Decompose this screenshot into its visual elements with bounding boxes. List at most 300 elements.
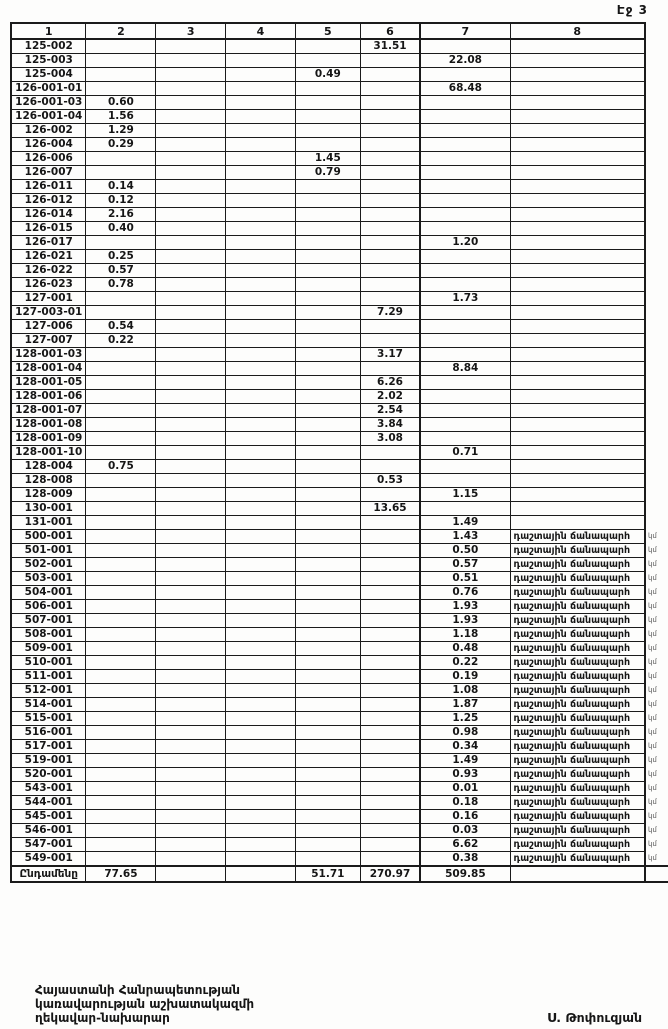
header-cell: 5	[295, 23, 360, 39]
road-note-cell	[510, 292, 645, 306]
value-cell	[420, 432, 510, 446]
table-row	[11, 530, 668, 544]
value-cell	[295, 586, 360, 600]
road-note-cell	[510, 376, 645, 390]
value-cell	[226, 236, 296, 250]
row-code-cell: 126-012	[11, 194, 86, 208]
value-cell: 0.22	[86, 334, 156, 348]
value-cell	[295, 334, 360, 348]
value-cell	[86, 712, 156, 726]
table-row	[11, 278, 668, 292]
value-cell	[156, 572, 226, 586]
value-cell	[420, 152, 510, 166]
value-cell	[226, 404, 296, 418]
value-cell	[226, 474, 296, 488]
value-cell	[360, 838, 420, 852]
road-note-cell: դաշտային ճանապարհ	[510, 628, 645, 642]
road-note-cell: դաշտային ճանապարհ	[510, 614, 645, 628]
value-cell	[86, 502, 156, 516]
value-cell	[420, 110, 510, 124]
value-cell	[156, 334, 226, 348]
value-cell: 0.12	[86, 194, 156, 208]
road-note-cell: դաշտային ճանապարհ	[510, 642, 645, 656]
table-row	[11, 152, 668, 166]
value-cell	[295, 180, 360, 194]
value-cell: 22.08	[420, 54, 510, 68]
table-row	[11, 488, 668, 502]
table-row	[11, 768, 668, 782]
road-note-cell	[510, 68, 645, 82]
row-code-cell: 126-001-04	[11, 110, 86, 124]
table-row	[11, 376, 668, 390]
value-cell	[420, 502, 510, 516]
value-cell	[226, 572, 296, 586]
unit-margin-note	[645, 488, 668, 502]
value-cell: 0.03	[420, 824, 510, 838]
row-code-cell: 128-001-07	[11, 404, 86, 418]
unit-margin-note	[645, 418, 668, 432]
value-cell	[295, 306, 360, 320]
value-cell	[360, 642, 420, 656]
value-cell	[420, 222, 510, 236]
value-cell	[360, 278, 420, 292]
value-cell: 0.38	[420, 852, 510, 867]
value-cell: 1.49	[420, 754, 510, 768]
value-cell	[360, 712, 420, 726]
value-cell	[295, 698, 360, 712]
row-code-cell: 126-002	[11, 124, 86, 138]
road-note-cell	[510, 488, 645, 502]
value-cell	[420, 208, 510, 222]
value-cell	[360, 166, 420, 180]
road-note-cell	[510, 124, 645, 138]
table-row	[11, 796, 668, 810]
signature: Ս. Թոփուզյան	[547, 1010, 642, 1025]
value-cell	[156, 96, 226, 110]
header-cell: 8	[510, 23, 645, 39]
table-row	[11, 68, 668, 82]
value-cell	[226, 684, 296, 698]
value-cell	[360, 600, 420, 614]
value-cell	[156, 740, 226, 754]
value-cell	[295, 684, 360, 698]
value-cell	[295, 488, 360, 502]
unit-margin-note	[645, 516, 668, 530]
value-cell: 0.98	[420, 726, 510, 740]
value-cell	[226, 642, 296, 656]
value-cell	[156, 852, 226, 867]
row-code-cell: 126-004	[11, 138, 86, 152]
value-cell	[156, 628, 226, 642]
table-row	[11, 362, 668, 376]
road-note-cell	[510, 474, 645, 488]
value-cell	[156, 642, 226, 656]
value-cell	[360, 446, 420, 460]
value-cell	[226, 726, 296, 740]
value-cell: 0.34	[420, 740, 510, 754]
value-cell: 0.53	[360, 474, 420, 488]
value-cell	[420, 264, 510, 278]
value-cell	[86, 796, 156, 810]
table-row	[11, 782, 668, 796]
value-cell	[86, 488, 156, 502]
value-cell	[226, 82, 296, 96]
road-note-cell	[510, 418, 645, 432]
value-cell: 1.73	[420, 292, 510, 306]
table-row	[11, 208, 668, 222]
unit-margin-note	[645, 320, 668, 334]
value-cell	[226, 754, 296, 768]
value-cell	[420, 250, 510, 264]
value-cell	[226, 110, 296, 124]
value-cell	[156, 82, 226, 96]
road-note-cell	[510, 446, 645, 460]
road-note-cell	[510, 320, 645, 334]
value-cell: 3.84	[360, 418, 420, 432]
value-cell	[226, 334, 296, 348]
value-cell	[86, 306, 156, 320]
value-cell	[360, 572, 420, 586]
value-cell	[86, 614, 156, 628]
value-cell	[295, 810, 360, 824]
unit-margin-note	[645, 82, 668, 96]
value-cell	[226, 320, 296, 334]
value-cell	[360, 516, 420, 530]
row-code-cell: 126-015	[11, 222, 86, 236]
value-cell	[86, 684, 156, 698]
value-cell	[226, 68, 296, 82]
road-note-cell	[510, 180, 645, 194]
value-cell	[360, 460, 420, 474]
value-cell	[156, 68, 226, 82]
total-label-cell: Ընդամենը	[11, 866, 86, 882]
road-note-cell: դաշտային ճանապարհ	[510, 754, 645, 768]
value-cell: 31.51	[360, 39, 420, 54]
row-code-cell: 545-001	[11, 810, 86, 824]
road-note-cell: դաշտային ճանապարհ	[510, 656, 645, 670]
value-cell: 8.84	[420, 362, 510, 376]
value-cell: 0.71	[420, 446, 510, 460]
unit-margin-note	[645, 404, 668, 418]
road-note-cell	[510, 390, 645, 404]
total-value-cell: 51.71	[295, 866, 360, 882]
value-cell	[360, 726, 420, 740]
table-row	[11, 502, 668, 516]
table-row	[11, 320, 668, 334]
row-code-cell: 511-001	[11, 670, 86, 684]
value-cell: 1.87	[420, 698, 510, 712]
road-note-cell	[510, 166, 645, 180]
value-cell	[420, 376, 510, 390]
unit-margin-note	[645, 432, 668, 446]
road-note-cell	[510, 278, 645, 292]
value-cell: 0.93	[420, 768, 510, 782]
road-note-cell: դաշտային ճանապարհ	[510, 824, 645, 838]
value-cell	[420, 320, 510, 334]
table-row	[11, 264, 668, 278]
header-cell: 3	[156, 23, 226, 39]
unit-margin-note: կմ	[647, 588, 657, 596]
unit-margin-note: կմ	[647, 853, 657, 862]
value-cell	[295, 432, 360, 446]
unit-margin-note: կմ	[647, 784, 657, 792]
value-cell	[86, 656, 156, 670]
table-row	[11, 600, 668, 614]
value-cell	[156, 418, 226, 432]
value-cell	[86, 236, 156, 250]
value-cell	[226, 838, 296, 852]
value-cell	[156, 180, 226, 194]
value-cell	[360, 208, 420, 222]
unit-margin-note	[645, 446, 668, 460]
row-code-cell: 125-002	[11, 39, 86, 54]
row-code-cell: 544-001	[11, 796, 86, 810]
header-cell: 4	[226, 23, 296, 39]
road-note-cell: դաշտային ճանապարհ	[510, 684, 645, 698]
value-cell	[226, 656, 296, 670]
value-cell	[295, 124, 360, 138]
row-code-cell: 500-001	[11, 530, 86, 544]
value-cell	[226, 810, 296, 824]
value-cell	[226, 390, 296, 404]
value-cell	[226, 768, 296, 782]
table-row	[11, 628, 668, 642]
unit-margin-note: կմ	[647, 616, 657, 624]
value-cell	[226, 152, 296, 166]
value-cell	[295, 656, 360, 670]
value-cell	[226, 166, 296, 180]
value-cell	[420, 460, 510, 474]
value-cell	[295, 264, 360, 278]
value-cell: 0.60	[86, 96, 156, 110]
unit-margin-note	[645, 362, 668, 376]
value-cell	[295, 824, 360, 838]
table-row	[11, 656, 668, 670]
value-cell	[226, 180, 296, 194]
value-cell	[86, 68, 156, 82]
table-row	[11, 306, 668, 320]
value-cell	[295, 502, 360, 516]
value-cell	[226, 796, 296, 810]
unit-margin-note	[645, 208, 668, 222]
table-row	[11, 82, 668, 96]
table-row	[11, 166, 668, 180]
value-cell: 0.16	[420, 810, 510, 824]
value-cell	[226, 194, 296, 208]
road-note-cell: դաշտային ճանապարհ	[510, 852, 645, 867]
value-cell	[156, 320, 226, 334]
table-row	[11, 586, 668, 600]
row-code-cell: 510-001	[11, 656, 86, 670]
value-cell	[156, 796, 226, 810]
value-cell	[295, 278, 360, 292]
table-row	[11, 418, 668, 432]
row-code-cell: 127-003-01	[11, 306, 86, 320]
value-cell	[226, 740, 296, 754]
value-cell: 0.01	[420, 782, 510, 796]
road-note-cell: դաշտային ճանապարհ	[510, 740, 645, 754]
value-cell	[226, 852, 296, 867]
road-note-cell	[510, 432, 645, 446]
value-cell	[420, 390, 510, 404]
value-cell	[295, 390, 360, 404]
value-cell	[86, 782, 156, 796]
value-cell	[295, 852, 360, 867]
value-cell	[420, 404, 510, 418]
row-code-cell: 126-017	[11, 236, 86, 250]
unit-margin-note	[645, 278, 668, 292]
unit-margin-note	[645, 264, 668, 278]
value-cell	[156, 166, 226, 180]
row-code-cell: 128-001-06	[11, 390, 86, 404]
value-cell	[156, 362, 226, 376]
total-row	[11, 866, 668, 882]
value-cell	[360, 586, 420, 600]
row-code-cell: 501-001	[11, 544, 86, 558]
value-cell	[420, 418, 510, 432]
value-cell: 0.48	[420, 642, 510, 656]
table-row	[11, 852, 668, 867]
unit-margin-note	[645, 292, 668, 306]
value-cell	[360, 698, 420, 712]
value-cell	[156, 292, 226, 306]
value-cell	[156, 516, 226, 530]
unit-margin-note: կմ	[647, 546, 657, 554]
table-row	[11, 810, 668, 824]
value-cell	[156, 432, 226, 446]
road-note-cell	[510, 82, 645, 96]
value-cell	[360, 54, 420, 68]
value-cell	[360, 334, 420, 348]
row-code-cell: 507-001	[11, 614, 86, 628]
value-cell	[156, 586, 226, 600]
unit-margin-note	[645, 866, 668, 882]
table-row	[11, 824, 668, 838]
value-cell	[156, 824, 226, 838]
table-row	[11, 236, 668, 250]
road-note-cell	[510, 404, 645, 418]
unit-margin-note	[645, 502, 668, 516]
value-cell	[226, 824, 296, 838]
value-cell: 0.51	[420, 572, 510, 586]
value-cell	[156, 670, 226, 684]
road-note-cell	[510, 236, 645, 250]
row-code-cell: 546-001	[11, 824, 86, 838]
unit-margin-note: կմ	[647, 826, 657, 834]
road-note-cell	[510, 110, 645, 124]
road-note-cell: դաշտային ճանապարհ	[510, 726, 645, 740]
value-cell	[156, 194, 226, 208]
value-cell	[226, 460, 296, 474]
row-code-cell: 128-001-04	[11, 362, 86, 376]
value-cell	[295, 614, 360, 628]
road-note-cell: դաշտային ճանապարհ	[510, 670, 645, 684]
value-cell	[226, 558, 296, 572]
value-cell	[360, 754, 420, 768]
value-cell	[156, 348, 226, 362]
value-cell: 1.18	[420, 628, 510, 642]
unit-margin-note	[645, 236, 668, 250]
table-row	[11, 572, 668, 586]
page-number-label: Էջ 3	[616, 3, 648, 17]
unit-margin-note	[645, 138, 668, 152]
value-cell	[295, 712, 360, 726]
road-note-cell	[510, 502, 645, 516]
road-note-cell	[510, 208, 645, 222]
value-cell	[156, 768, 226, 782]
table-row	[11, 124, 668, 138]
value-cell	[360, 740, 420, 754]
value-cell	[360, 180, 420, 194]
table-row	[11, 670, 668, 684]
unit-margin-note	[645, 222, 668, 236]
total-value-cell	[156, 866, 226, 882]
value-cell	[226, 488, 296, 502]
value-cell	[295, 348, 360, 362]
value-cell	[295, 292, 360, 306]
row-code-cell: 126-006	[11, 152, 86, 166]
value-cell	[360, 320, 420, 334]
road-note-cell	[510, 250, 645, 264]
value-cell	[360, 68, 420, 82]
header-row	[11, 23, 668, 39]
value-cell	[86, 740, 156, 754]
unit-margin-note	[645, 96, 668, 110]
value-cell	[156, 502, 226, 516]
value-cell	[226, 502, 296, 516]
unit-margin-note: կմ	[647, 756, 657, 764]
value-cell	[226, 278, 296, 292]
road-note-cell	[510, 362, 645, 376]
data-table	[10, 22, 668, 883]
table-row	[11, 54, 668, 68]
value-cell	[86, 390, 156, 404]
row-code-cell: 502-001	[11, 558, 86, 572]
value-cell	[226, 376, 296, 390]
value-cell: 0.49	[295, 68, 360, 82]
value-cell	[420, 180, 510, 194]
value-cell	[360, 628, 420, 642]
value-cell	[295, 782, 360, 796]
header-cell: 7	[420, 23, 510, 39]
road-note-cell: դաշտային ճանապարհ	[510, 796, 645, 810]
unit-margin-note: կմ	[647, 714, 657, 722]
row-code-cell: 549-001	[11, 852, 86, 867]
row-code-cell: 127-001	[11, 292, 86, 306]
unit-margin-note: կմ	[647, 672, 657, 680]
value-cell	[360, 236, 420, 250]
header-cell: 6	[360, 23, 420, 39]
value-cell	[226, 96, 296, 110]
unit-margin-note	[645, 68, 668, 82]
road-note-cell: դաշտային ճանապարհ	[510, 712, 645, 726]
row-code-cell: 503-001	[11, 572, 86, 586]
value-cell: 1.49	[420, 516, 510, 530]
value-cell	[295, 544, 360, 558]
value-cell: 0.57	[86, 264, 156, 278]
value-cell	[226, 124, 296, 138]
value-cell	[156, 712, 226, 726]
header-cell: 2	[86, 23, 156, 39]
value-cell	[295, 642, 360, 656]
value-cell	[295, 39, 360, 54]
value-cell	[226, 54, 296, 68]
value-cell	[295, 208, 360, 222]
footer-line-2: կառավարության աշխատակազմի	[35, 997, 255, 1011]
road-note-cell	[510, 96, 645, 110]
value-cell	[295, 446, 360, 460]
value-cell: 1.93	[420, 614, 510, 628]
